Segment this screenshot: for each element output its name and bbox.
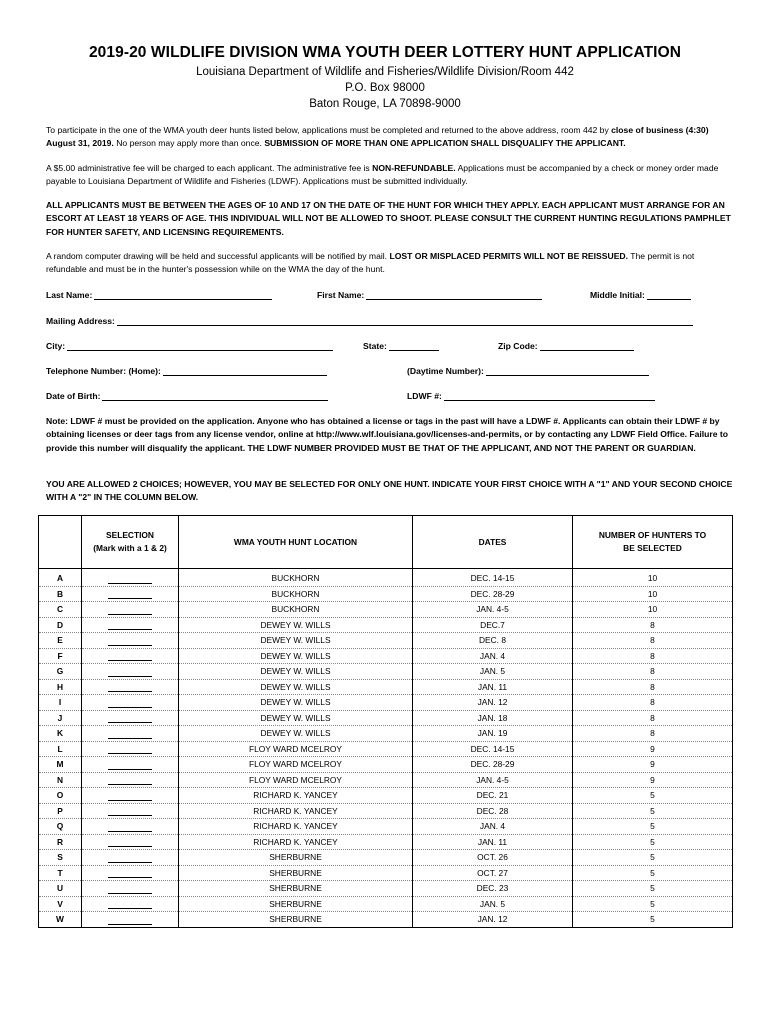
row-dates: JAN. 4 — [413, 819, 573, 835]
first-name-line[interactable] — [366, 290, 542, 300]
row-hunters: 5 — [573, 819, 733, 835]
selection-blank[interactable] — [108, 868, 152, 878]
selection-blank[interactable] — [108, 636, 152, 646]
selection-blank[interactable] — [108, 729, 152, 739]
header-selection-line2: (Mark with a 1 & 2) — [93, 543, 167, 553]
row-letter: M — [39, 757, 82, 773]
table-row — [39, 617, 733, 633]
header-selection-line1: SELECTION — [106, 530, 154, 540]
row-dates: JAN. 12 — [413, 695, 573, 711]
selection-cell[interactable] — [82, 881, 179, 897]
selection-cell[interactable] — [82, 695, 179, 711]
selection-cell[interactable] — [82, 896, 179, 912]
row-dates: JAN. 18 — [413, 710, 573, 726]
row-letter: V — [39, 896, 82, 912]
selection-cell[interactable] — [82, 726, 179, 742]
row-letter: A — [39, 569, 82, 587]
row-letter: T — [39, 865, 82, 881]
selection-blank[interactable] — [108, 775, 152, 785]
row-hunters: 9 — [573, 772, 733, 788]
row-location: BUCKHORN — [179, 602, 413, 618]
row-dates: DEC. 8 — [413, 633, 573, 649]
selection-cell[interactable] — [82, 602, 179, 618]
selection-cell[interactable] — [82, 633, 179, 649]
table-row — [39, 741, 733, 757]
city-line[interactable] — [67, 341, 333, 351]
state-line[interactable] — [389, 341, 439, 351]
row-hunters: 5 — [573, 865, 733, 881]
zip-label: Zip Code: — [498, 341, 538, 351]
deadline-paragraph — [46, 124, 736, 151]
header-letter — [39, 516, 82, 569]
fee-text-c: Applications must be accompanied by a check or money order made payable to Louisiana Department of Wildlife and Fisheries (LDWF). Applications must be submitted individually. — [46, 163, 719, 187]
row-dates: DEC. 14-15 — [413, 741, 573, 757]
header-hunters-line1: NUMBER OF HUNTERS TO — [598, 530, 707, 540]
dob-field[interactable] — [46, 391, 328, 401]
row-dates: JAN. 11 — [413, 834, 573, 850]
selection-blank[interactable] — [108, 667, 152, 677]
choices-instructions: YOU ARE ALLOWED 2 CHOICES; HOWEVER, YOU MAY BE SELECTED FOR ONLY ONE HUNT. INDICATE YOUR FIRST CHOICE WITH A "1" AND YOUR SECOND CHOICE WITH A "2" IN THE COLUMN BELOW. — [46, 479, 733, 503]
row-hunters: 5 — [573, 896, 733, 912]
table-row — [39, 865, 733, 881]
row-dates: JAN. 19 — [413, 726, 573, 742]
row-letter: F — [39, 648, 82, 664]
phone-home-field[interactable] — [46, 366, 327, 376]
row-hunters: 8 — [573, 726, 733, 742]
row-letter: H — [39, 679, 82, 695]
table-row — [39, 586, 733, 602]
table-row — [39, 788, 733, 804]
selection-blank[interactable] — [108, 853, 152, 863]
row-location: SHERBURNE — [179, 912, 413, 928]
row-letter: U — [39, 881, 82, 897]
table-header-row — [39, 516, 733, 569]
row-hunters: 5 — [573, 912, 733, 928]
row-location: RICHARD K. YANCEY — [179, 788, 413, 804]
row-dates: JAN. 12 — [413, 912, 573, 928]
state-field[interactable] — [363, 341, 439, 351]
row-letter: G — [39, 664, 82, 680]
selection-blank[interactable] — [108, 915, 152, 925]
selection-cell[interactable] — [82, 865, 179, 881]
phone-home-label: Telephone Number: (Home): — [46, 366, 161, 376]
row-location: DEWEY W. WILLS — [179, 710, 413, 726]
row-letter: E — [39, 633, 82, 649]
row-dates: OCT. 27 — [413, 865, 573, 881]
row-location: DEWEY W. WILLS — [179, 726, 413, 742]
deadline-text-d: SUBMISSION OF MORE THAN ONE APPLICATION SHALL DISQUALIFY THE APPLICANT. — [264, 138, 626, 149]
drawing-paragraph — [46, 250, 736, 277]
row-dates: OCT. 26 — [413, 850, 573, 866]
row-letter: D — [39, 617, 82, 633]
selection-cell[interactable] — [82, 586, 179, 602]
row-hunters: 9 — [573, 757, 733, 773]
row-dates: DEC. 28-29 — [413, 757, 573, 773]
row-location: BUCKHORN — [179, 569, 413, 587]
row-hunters: 10 — [573, 569, 733, 587]
drawing-text-b: LOST OR MISPLACED PERMITS WILL NOT BE REISSUED. — [389, 251, 629, 261]
row-letter: P — [39, 803, 82, 819]
row-hunters: 8 — [573, 617, 733, 633]
first-name-label: First Name: — [317, 290, 365, 300]
row-location: DEWEY W. WILLS — [179, 664, 413, 680]
selection-blank[interactable] — [108, 713, 152, 723]
selection-blank[interactable] — [108, 884, 152, 894]
table-row — [39, 912, 733, 928]
mailing-address-line[interactable] — [117, 316, 693, 326]
row-hunters: 8 — [573, 710, 733, 726]
mailing-address-field[interactable] — [46, 316, 693, 326]
selection-cell[interactable] — [82, 772, 179, 788]
fee-paragraph — [46, 162, 736, 189]
selection-cell[interactable] — [82, 803, 179, 819]
row-location: FLOY WARD MCELROY — [179, 741, 413, 757]
selection-cell[interactable] — [82, 819, 179, 835]
row-letter: Q — [39, 819, 82, 835]
ldwf-line[interactable] — [444, 391, 655, 401]
row-letter: W — [39, 912, 82, 928]
row-dates: JAN. 11 — [413, 679, 573, 695]
address-line-2: P.O. Box 98000 — [345, 82, 425, 94]
address-line-1: Louisiana Department of Wildlife and Fisheries/Wildlife Division/Room 442 — [196, 66, 574, 78]
selection-blank[interactable] — [108, 682, 152, 692]
row-location: SHERBURNE — [179, 881, 413, 897]
row-hunters: 5 — [573, 803, 733, 819]
selection-blank[interactable] — [108, 899, 152, 909]
selection-cell[interactable] — [82, 679, 179, 695]
row-location: RICHARD K. YANCEY — [179, 803, 413, 819]
selection-cell[interactable] — [82, 664, 179, 680]
zip-field[interactable] — [498, 341, 634, 351]
row-hunters: 9 — [573, 741, 733, 757]
selection-blank[interactable] — [108, 698, 152, 708]
page-title: 2019-20 WILDLIFE DIVISION WMA YOUTH DEER LOTTERY HUNT APPLICATION — [88, 44, 682, 61]
selection-blank[interactable] — [108, 620, 152, 630]
row-hunters: 10 — [573, 602, 733, 618]
row-location: DEWEY W. WILLS — [179, 695, 413, 711]
row-dates: JAN. 5 — [413, 896, 573, 912]
hunt-selection-table — [38, 515, 733, 928]
row-dates: DEC. 28 — [413, 803, 573, 819]
last-name-label: Last Name: — [46, 290, 93, 300]
ldwf-field[interactable] — [407, 391, 655, 401]
table-row — [39, 569, 733, 587]
header-hunters — [573, 516, 733, 569]
selection-cell[interactable] — [82, 569, 179, 587]
row-hunters: 5 — [573, 881, 733, 897]
row-dates: JAN. 4-5 — [413, 772, 573, 788]
selection-cell[interactable] — [82, 741, 179, 757]
row-location: SHERBURNE — [179, 896, 413, 912]
table-row — [39, 710, 733, 726]
selection-cell[interactable] — [82, 834, 179, 850]
table-row — [39, 726, 733, 742]
ldwf-label: LDWF #: — [407, 391, 442, 401]
city-field[interactable] — [46, 341, 333, 351]
table-row — [39, 896, 733, 912]
first-name-field[interactable] — [317, 290, 542, 300]
selection-cell[interactable] — [82, 757, 179, 773]
ldwf-note: Note: LDWF # must be provided on the application. Anyone who has obtained a license or tags in the past will have a LDWF #. Applicants can obtain their LDWF # by obtaining licenses or deer tags from any license vendor, online at http://www.wlf.louisiana.gov/licenses-and-permits, or by contacting any LDWF Field Office. Failure to provide this number will disqualify the applicant. THE LDWF NUMBER PROVIDED MUST BE THAT OF THE APPLICANT, AND NOT THE PARENT OR GUARDIAN. — [46, 416, 729, 453]
table-row — [39, 664, 733, 680]
table-row — [39, 757, 733, 773]
row-location: DEWEY W. WILLS — [179, 617, 413, 633]
header-location: WMA YOUTH HUNT LOCATION — [179, 516, 413, 569]
middle-initial-label: Middle Initial: — [590, 290, 645, 300]
row-location: DEWEY W. WILLS — [179, 679, 413, 695]
selection-blank[interactable] — [108, 651, 152, 661]
header-selection — [82, 516, 179, 569]
selection-cell[interactable] — [82, 710, 179, 726]
address-line-3: Baton Rouge, LA 70898-9000 — [309, 98, 461, 110]
row-letter: N — [39, 772, 82, 788]
middle-initial-field[interactable] — [590, 290, 691, 300]
selection-cell[interactable] — [82, 850, 179, 866]
row-location: FLOY WARD MCELROY — [179, 772, 413, 788]
row-location: DEWEY W. WILLS — [179, 633, 413, 649]
row-location: SHERBURNE — [179, 850, 413, 866]
last-name-line[interactable] — [94, 290, 272, 300]
row-letter: R — [39, 834, 82, 850]
selection-blank[interactable] — [108, 744, 152, 754]
table-row — [39, 602, 733, 618]
selection-blank[interactable] — [108, 760, 152, 770]
table-row — [39, 850, 733, 866]
row-location: DEWEY W. WILLS — [179, 648, 413, 664]
row-dates: JAN. 4 — [413, 648, 573, 664]
row-letter: K — [39, 726, 82, 742]
row-dates: DEC. 23 — [413, 881, 573, 897]
deadline-text-c: No person may apply more than once. — [113, 138, 265, 149]
phone-home-line[interactable] — [163, 366, 327, 376]
selection-blank[interactable] — [108, 822, 152, 832]
table-row — [39, 803, 733, 819]
dob-label: Date of Birth: — [46, 391, 101, 401]
deadline-text-b: close of business (4:30) August 31, 2019. — [46, 125, 709, 149]
city-label: City: — [46, 341, 66, 351]
table-row — [39, 695, 733, 711]
phone-day-label: (Daytime Number): — [407, 366, 484, 376]
table-row — [39, 834, 733, 850]
selection-cell[interactable] — [82, 912, 179, 928]
selection-blank[interactable] — [108, 806, 152, 816]
row-letter: I — [39, 695, 82, 711]
row-letter: S — [39, 850, 82, 866]
zip-line[interactable] — [540, 341, 634, 351]
phone-day-line[interactable] — [486, 366, 649, 376]
table-row — [39, 648, 733, 664]
selection-blank[interactable] — [108, 589, 152, 599]
row-dates: DEC. 21 — [413, 788, 573, 804]
row-location: RICHARD K. YANCEY — [179, 834, 413, 850]
row-location: BUCKHORN — [179, 586, 413, 602]
fee-text-a: A $5.00 administrative fee will be charged to each applicant. The administrative fee is — [46, 163, 373, 173]
row-letter: L — [39, 741, 82, 757]
selection-blank[interactable] — [108, 605, 152, 615]
table-row — [39, 881, 733, 897]
row-letter: J — [39, 710, 82, 726]
drawing-text-a: A random computer drawing will be held and successful applicants will be notified by mail. — [46, 251, 390, 261]
table-row — [39, 633, 733, 649]
mailing-address-label: Mailing Address: — [46, 316, 115, 326]
row-location: FLOY WARD MCELROY — [179, 757, 413, 773]
selection-blank[interactable] — [108, 837, 152, 847]
row-dates: DEC.7 — [413, 617, 573, 633]
row-dates: DEC. 28-29 — [413, 586, 573, 602]
row-dates: JAN. 4-5 — [413, 602, 573, 618]
header-hunters-line2: BE SELECTED — [623, 543, 682, 553]
row-location: SHERBURNE — [179, 865, 413, 881]
deadline-text-a: To participate in the one of the WMA youth deer hunts listed below, applications must be completed and returned to the above address, room 442 by — [46, 125, 612, 135]
row-dates: DEC. 14-15 — [413, 569, 573, 587]
row-hunters: 5 — [573, 834, 733, 850]
row-hunters: 5 — [573, 850, 733, 866]
selection-cell[interactable] — [82, 617, 179, 633]
row-letter: O — [39, 788, 82, 804]
last-name-field[interactable] — [46, 290, 272, 300]
header-dates: DATES — [413, 516, 573, 569]
row-letter: B — [39, 586, 82, 602]
row-hunters: 8 — [573, 695, 733, 711]
row-hunters: 8 — [573, 648, 733, 664]
middle-initial-line[interactable] — [647, 290, 691, 300]
row-hunters: 5 — [573, 788, 733, 804]
row-hunters: 10 — [573, 586, 733, 602]
table-row — [39, 772, 733, 788]
row-dates: JAN. 5 — [413, 664, 573, 680]
fee-text-b: NON-REFUNDABLE. — [372, 163, 456, 173]
dob-line[interactable] — [102, 391, 328, 401]
selection-cell[interactable] — [82, 648, 179, 664]
phone-day-field[interactable] — [407, 366, 649, 376]
state-label: State: — [363, 341, 387, 351]
row-hunters: 8 — [573, 664, 733, 680]
table-row — [39, 679, 733, 695]
row-letter: C — [39, 602, 82, 618]
row-hunters: 8 — [573, 633, 733, 649]
table-row — [39, 819, 733, 835]
age-requirements-paragraph: ALL APPLICANTS MUST BE BETWEEN THE AGES OF 10 AND 17 ON THE DATE OF THE HUNT FOR WHICH THEY APPLY. EACH APPLICANT MUST ARRANGE FOR AN ESCORT AT LEAST 18 YEARS OF AGE. THIS INDIVIDUAL WILL NOT BE ALLOWED TO SHOOT. PLEASE CONSULT THE CURRENT HUNTING REGULATIONS PAMPHLET FOR HUNTER SAFETY, AND LICENSING REQUIREMENTS. — [46, 200, 731, 237]
selection-cell[interactable] — [82, 788, 179, 804]
row-hunters: 8 — [573, 679, 733, 695]
drawing-text-c: The permit is not refundable and must be in the hunter's possession while on the WMA the day of the hunt. — [46, 251, 695, 275]
selection-blank[interactable] — [108, 574, 152, 584]
selection-blank[interactable] — [108, 791, 152, 801]
row-location: RICHARD K. YANCEY — [179, 819, 413, 835]
